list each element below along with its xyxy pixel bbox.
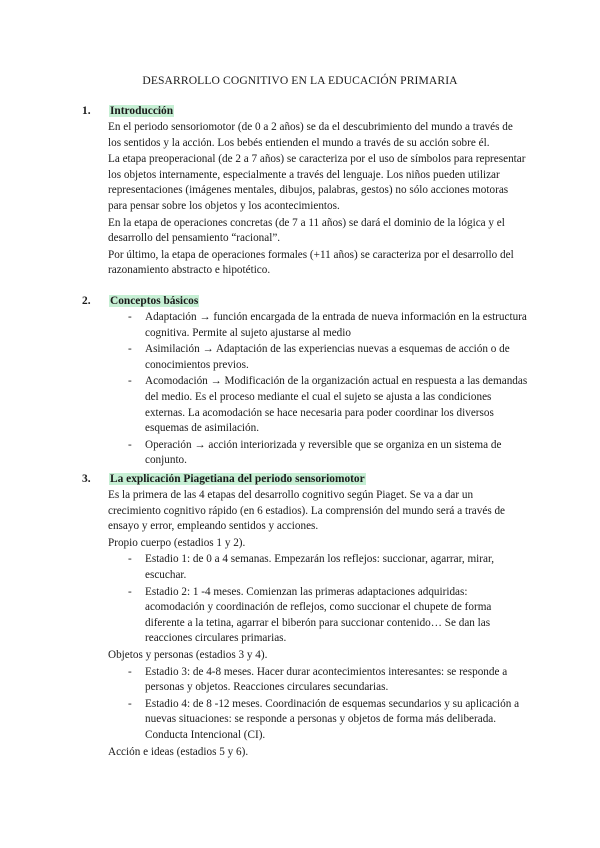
list-item-text: Adaptación → función encargada de la entrada de nueva información en la estructura cognitiva. Permite al sujeto ajustarse al medio [145, 311, 527, 339]
list-item-text: Estadio 2: 1 -4 meses. Comienzan las primeras adaptaciones adquiridas: acomodación y coordinación de reflejos, como succionar el chupete de forma diferente a la tetina, agarrar el biberón para succionar contenido… Se dan las reacciones circulares primarias. [145, 585, 492, 645]
document-title: DESARROLLO COGNITIVO EN LA EDUCACIÓN PRIMARIA [142, 74, 458, 87]
list-item [108, 697, 528, 744]
dash-bullet: - [128, 665, 132, 678]
group-list [108, 665, 528, 744]
list-item [108, 552, 528, 583]
dash-bullet: - [128, 553, 132, 566]
list-item [108, 374, 528, 436]
dash-bullet: - [128, 438, 132, 451]
group-list [108, 552, 528, 647]
dash-bullet: - [128, 343, 132, 356]
section-number: 2. [82, 295, 91, 307]
section-2-heading [82, 294, 199, 310]
section-3-heading [82, 472, 366, 488]
section-title: La explicación Piagetiana del periodo sensoriomotor [110, 473, 365, 485]
section-number: 3. [82, 473, 91, 485]
group-label: Acción e ideas (estadios 5 y 6). [108, 745, 249, 758]
paragraph: Por último, la etapa de operaciones formales (+11 años) se caracteriza por el desarrollo del razonamiento abstracto e hipotético. [108, 248, 514, 277]
list-item [108, 665, 528, 696]
paragraph: La etapa preoperacional (de 2 a 7 años) se caracteriza por el uso de símbolos para representar los objetos internamente, especialmente a través del lenguaje. Los niños pueden utilizar representaciones (imágenes mentales, dibujos, palabras, gestos) no sólo acciones motoras para pensar sobre los objetos y los acontecimientos. [108, 153, 526, 212]
section-1-heading [82, 104, 174, 120]
section-2-list [108, 310, 528, 470]
dash-bullet: - [128, 375, 132, 388]
list-item-text: Operación → acción interiorizada y reversible que se organiza en un sistema de conjunto. [145, 438, 502, 467]
section-number: 1. [82, 105, 91, 117]
list-item-text: Estadio 3: de 4-8 meses. Hacer durar acontecimientos interesantes: se responde a personas y objetos. Reacciones circulares secundarias. [145, 665, 508, 694]
list-item [108, 310, 528, 341]
list-item-text: Estadio 1: de 0 a 4 semanas. Empezarán los reflejos: succionar, agarrar, mirar, escuchar. [145, 553, 495, 581]
list-item-text: Estadio 4: de 8 -12 meses. Coordinación de esquemas secundarios y su aplicación a nuevas situaciones: se responde a personas y objetos de forma más deliberada. Conducta Intencional (CI). [145, 697, 520, 741]
section-3-body [108, 488, 528, 761]
dash-bullet: - [128, 585, 132, 598]
section-title: Conceptos básicos [110, 295, 199, 307]
paragraph: En el periodo sensoriomotor (de 0 a 2 años) se da el descubrimiento del mundo a través de los sentidos y la acción. Los bebés entienden el mundo a través de su acción sobre él. [108, 121, 513, 149]
dash-bullet: - [128, 697, 132, 710]
list-item [108, 438, 528, 469]
dash-bullet: - [128, 311, 132, 323]
group-label: Objetos y personas (estadios 3 y 4). [108, 648, 268, 661]
group-label: Propio cuerpo (estadios 1 y 2). [108, 536, 246, 549]
list-item [108, 342, 528, 373]
list-item-text: Asimilación → Adaptación de las experiencias nuevas a esquemas de acción o de conocimientos previos. [145, 343, 510, 371]
section-title: Introducción [110, 105, 174, 117]
paragraph: En la etapa de operaciones concretas (de 7 a 11 años) se dará el dominio de la lógica y el desarrollo del pensamiento “racional”. [108, 216, 505, 245]
paragraph: Es la primera de las 4 etapas del desarrollo cognitivo según Piaget. Se va a dar un crecimiento cognitivo rápido (en 6 estadios). La comprensión del mundo será a través de ensayo y error, empleando sentidos y acciones. [108, 489, 506, 533]
list-item-text: Acomodación → Modificación de la organización actual en respuesta a las demandas del medio. Es el proceso mediante el cual el sujeto se ajusta a las condiciones externas. La acomodación se hace necesaria para poder coordinar los diversos esquemas de asimilación. [145, 375, 528, 435]
list-item [108, 585, 528, 647]
section-1-body [108, 120, 528, 280]
